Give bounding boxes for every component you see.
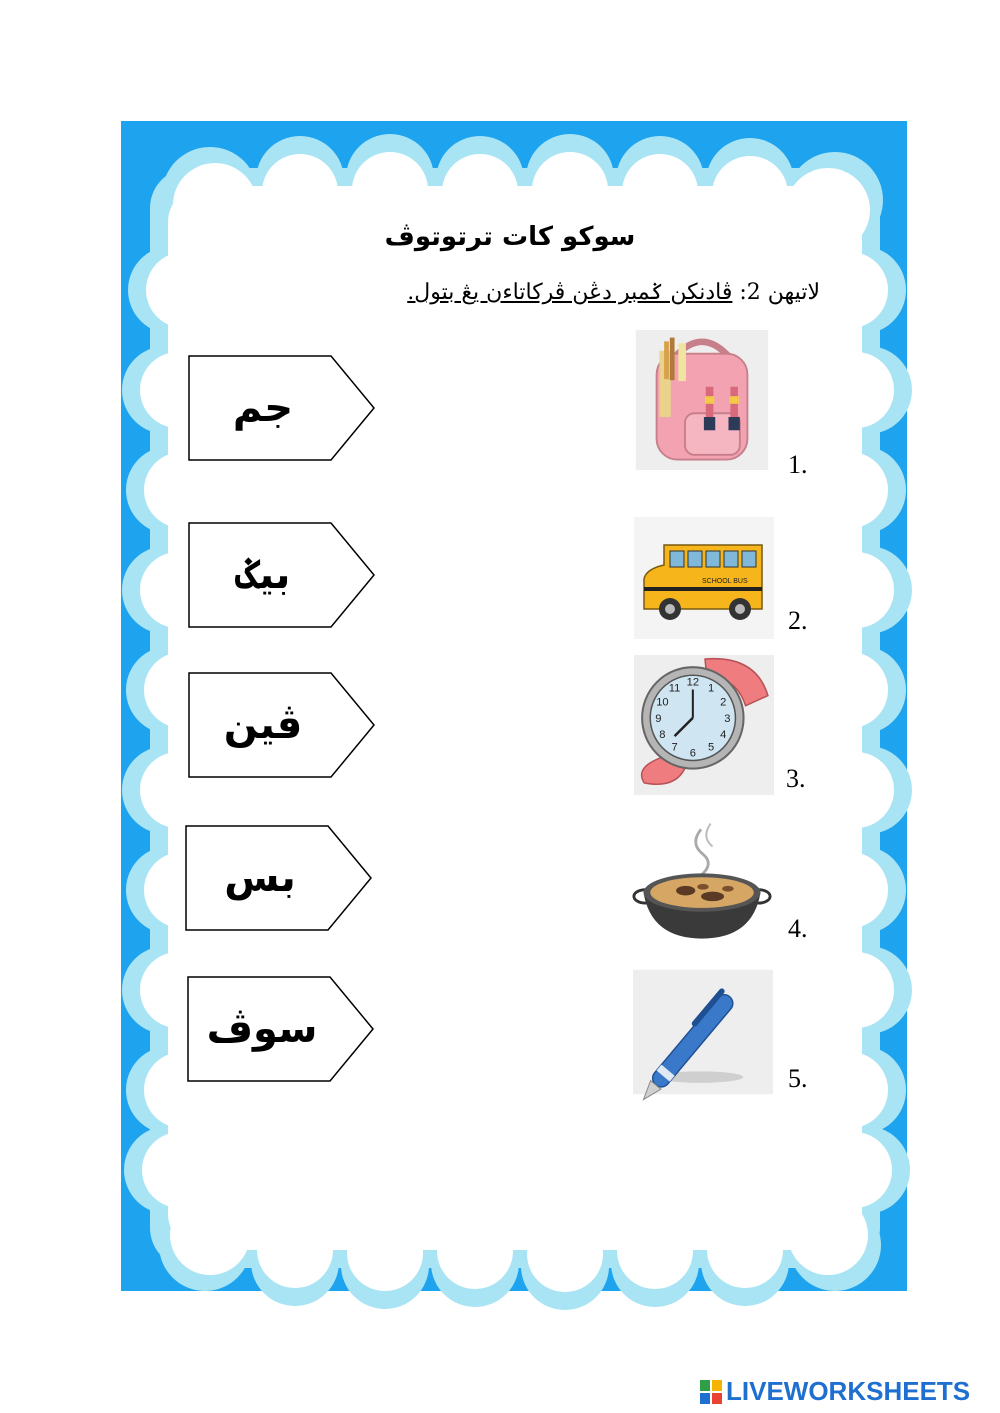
backpack-image[interactable] [632,330,772,470]
instruction-underlined: ڤادنكن ݢمبر دڠن ڤركاتاءن يڠ بتول. [407,280,733,305]
bus-label: SCHOOL BUS [702,578,748,585]
word-label: جم [232,385,294,431]
svg-text:4: 4 [720,729,727,742]
worksheet-title: سوكو كات ترتوتوڤ [384,222,636,252]
word-tag-5[interactable] [187,976,377,1082]
instruction-text [340,280,820,305]
svg-text:6: 6 [689,747,696,760]
svg-text:11: 11 [668,682,681,695]
svg-text:5: 5 [707,741,715,754]
svg-text:8: 8 [659,729,666,742]
word-label: بس [224,855,296,901]
word-tag-4[interactable] [185,825,375,931]
word-label: سوڤ [206,1006,318,1052]
item-number-3: 3. [786,764,806,793]
svg-text:12: 12 [686,676,700,689]
word-tag-1[interactable] [188,355,378,461]
svg-text:2: 2 [720,696,727,709]
word-label: ڤين [223,702,303,748]
liveworksheets-logo[interactable] [700,1376,970,1407]
item-number-4: 4. [788,914,808,943]
svg-text:10: 10 [656,696,669,709]
svg-text:1: 1 [707,682,715,695]
svg-text:3: 3 [724,712,731,725]
pen-image[interactable] [633,962,773,1102]
soup-bowl-image[interactable] [632,812,772,952]
svg-text:9: 9 [655,712,662,725]
word-label: بيݢ [235,552,291,598]
item-number-2: 2. [788,606,808,635]
item-number-5: 5. [788,1064,808,1093]
school-bus-image[interactable] [634,508,774,648]
brand-name: LIVEWORKSHEETS [726,1376,971,1406]
logo-icon [700,1380,722,1404]
instruction-prefix: لاتيهن 2: [732,280,820,305]
word-tag-2[interactable] [188,522,378,628]
svg-text:7: 7 [671,741,678,754]
item-number-1: 1. [788,450,808,479]
word-tag-3[interactable] [188,672,378,778]
wristwatch-image[interactable] [634,655,774,795]
